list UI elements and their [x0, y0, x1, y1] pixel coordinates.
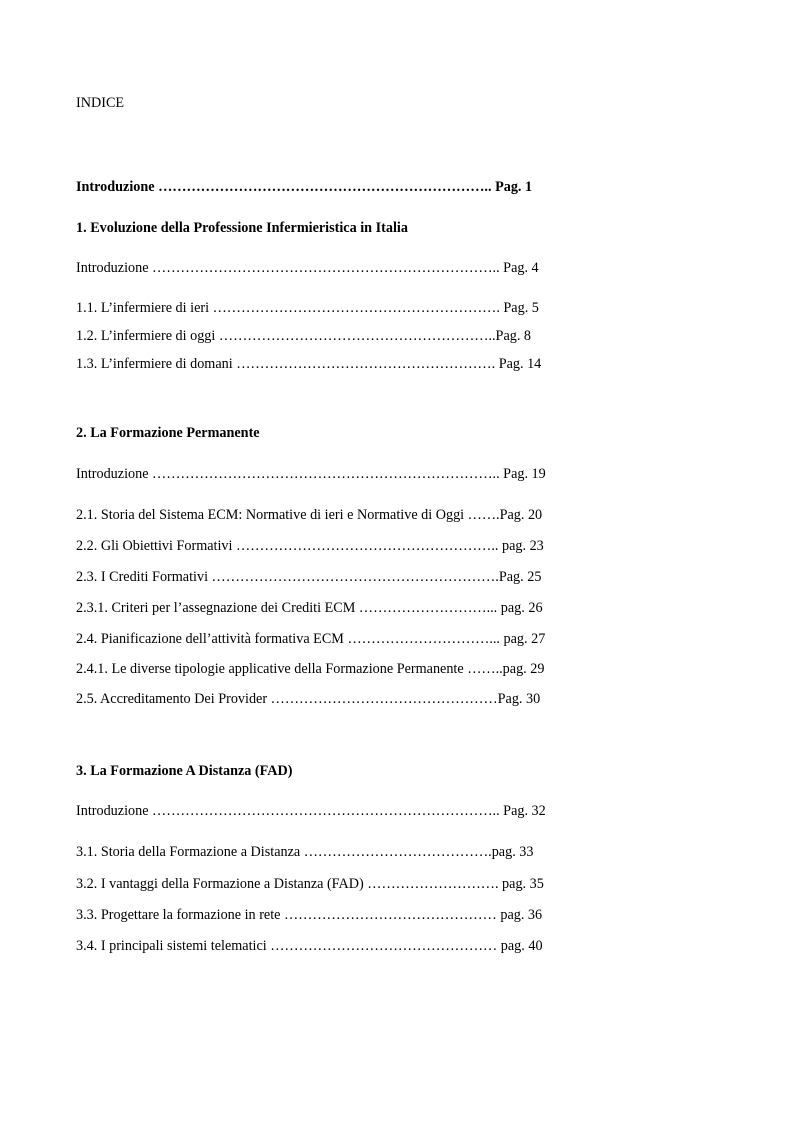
toc-introduction-main[interactable]: Introduzione …………………………………………………………….. Pag. 1 — [76, 179, 533, 195]
toc-entry-3-1[interactable]: 3.1. Storia della Formazione a Distanza ………………………………….pag. 33 — [76, 844, 534, 860]
toc-entry-2-1[interactable]: 2.1. Storia del Sistema ECM: Normative di ieri e Normative di Oggi …….Pag. 20 — [76, 507, 543, 523]
toc-entry-2-5[interactable]: 2.5. Accreditamento Dei Provider …………………………………………Pag. 30 — [76, 691, 541, 707]
toc-entry-3-3[interactable]: 3.3. Progettare la formazione in rete ……………………………………… pag. 36 — [76, 907, 543, 923]
toc-entry-2-4-1[interactable]: 2.4.1. Le diverse tipologie applicative della Formazione Permanente ……..pag. 29 — [76, 661, 545, 677]
toc-entry-2-2[interactable]: 2.2. Gli Obiettivi Formativi ……………………………………………….. pag. 23 — [76, 538, 544, 554]
toc-entry-ch3-intro[interactable]: Introduzione ……………………………………………………………….. Pag. 32 — [76, 803, 546, 819]
toc-entry-1-2[interactable]: 1.2. L’infermiere di oggi …………………………………………………..Pag. 8 — [76, 328, 532, 344]
page-title: INDICE — [76, 95, 125, 111]
chapter-3-heading[interactable]: 3. La Formazione A Distanza (FAD) — [76, 763, 293, 779]
toc-entry-ch1-intro[interactable]: Introduzione ……………………………………………………………….. Pag. 4 — [76, 260, 539, 276]
toc-entry-3-2[interactable]: 3.2. I vantaggi della Formazione a Distanza (FAD) ………………………. pag. 35 — [76, 876, 544, 892]
toc-entry-2-3[interactable]: 2.3. I Crediti Formativi …………………………………………………….Pag. 25 — [76, 569, 542, 585]
toc-entry-3-4[interactable]: 3.4. I principali sistemi telematici ………………………………………… pag. 40 — [76, 938, 543, 954]
chapter-1-heading[interactable]: 1. Evoluzione della Professione Infermieristica in Italia — [76, 220, 408, 236]
toc-entry-2-3-1[interactable]: 2.3.1. Criteri per l’assegnazione dei Crediti ECM ………………………... pag. 26 — [76, 600, 543, 616]
toc-entry-1-1[interactable]: 1.1. L’infermiere di ieri ……………………………………………………. Pag. 5 — [76, 300, 539, 316]
toc-entry-1-3[interactable]: 1.3. L’infermiere di domani ………………………………………………. Pag. 14 — [76, 356, 542, 372]
chapter-2-heading[interactable]: 2. La Formazione Permanente — [76, 425, 260, 441]
toc-entry-ch2-intro[interactable]: Introduzione ……………………………………………………………….. Pag. 19 — [76, 466, 546, 482]
toc-entry-2-4[interactable]: 2.4. Pianificazione dell’attività formativa ECM …………………………... pag. 27 — [76, 631, 546, 647]
